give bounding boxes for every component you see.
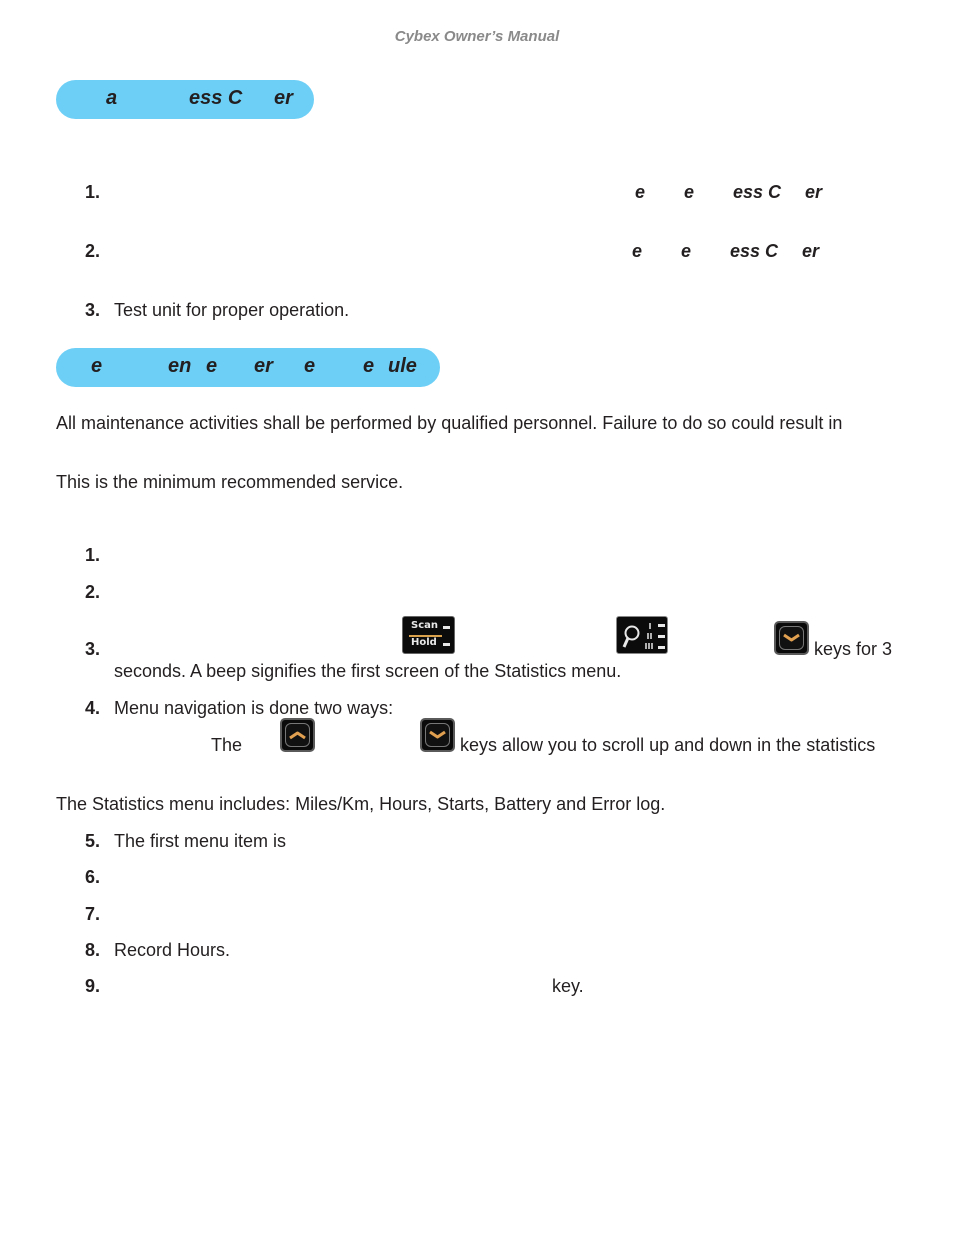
magnifier-glyph [617,617,669,655]
step-number: 2. [85,582,101,602]
step-fragment: er [802,241,820,261]
pill-fragment: e [206,355,218,377]
pill-fragment: en [168,355,192,377]
pill-fragment: e [363,355,375,377]
step-number: 3. [85,639,101,659]
section-heading-pill-2 [56,348,440,387]
paragraph: All maintenance activities shall be performed by qualified personnel. Failure to do so could result in [56,413,843,433]
step-fragment: ess C [730,241,779,261]
sub-text-the: The [211,735,243,755]
pill-fragment: e [91,355,103,377]
pill-fragment: ule [388,355,417,377]
chevron-down-key-icon [774,621,809,655]
step-number: 8. [85,940,101,960]
step-fragment: e [684,182,695,202]
step-text: key. [552,976,584,996]
section-heading-pill-1 [56,80,314,119]
step-number: 3. [85,300,101,320]
step-number: 5. [85,831,101,851]
chevron-down-key-icon [420,718,455,752]
step-text-line2: seconds. A beep signifies the first screen of the Statistics menu. [114,661,622,681]
document-header-title: Cybex Owner’s Manual [394,28,560,45]
step-text: keys for 3 [814,639,893,659]
hold-label: Hold [411,637,437,648]
paragraph: The Statistics menu includes: Miles/Km, Hours, Starts, Battery and Error log. [56,794,666,814]
step-text: Test unit for proper operation. [114,300,350,320]
scan-dash [443,626,450,629]
step-text: Record Hours. [114,940,231,960]
step-fragment: er [805,182,823,202]
step-number: 1. [85,182,101,202]
chevron-up-key-icon [280,718,315,752]
pill-fragment: ess C [189,87,243,109]
paragraph: This is the minimum recommended service. [56,472,404,492]
step-text: The first menu item is [114,831,287,851]
hold-dash [443,643,450,646]
scan-label: Scan [411,620,438,631]
chevron-up-icon [288,729,307,741]
step-fragment: e [635,182,646,202]
pill-fragment: e [304,355,316,377]
step-fragment: ess C [733,182,782,202]
pill-fragment: er [254,355,273,377]
pill-fragment: er [274,87,293,109]
step-fragment: e [681,241,692,261]
step-number: 2. [85,241,101,261]
step-number: 9. [85,976,101,996]
chevron-down-icon [428,729,447,741]
pill-fragment: a [106,87,118,109]
chevron-down-icon [782,632,801,644]
sub-text: keys allow you to scroll up and down in the statistics [460,735,876,755]
step-number: 1. [85,545,101,565]
step-number: 6. [85,867,101,887]
magnifier-key-icon [616,616,668,654]
step-text: Menu navigation is done two ways: [114,698,394,718]
step-fragment: e [632,241,643,261]
step-number: 4. [85,698,101,718]
scan-hold-key-icon [402,616,455,654]
step-number: 7. [85,904,101,924]
